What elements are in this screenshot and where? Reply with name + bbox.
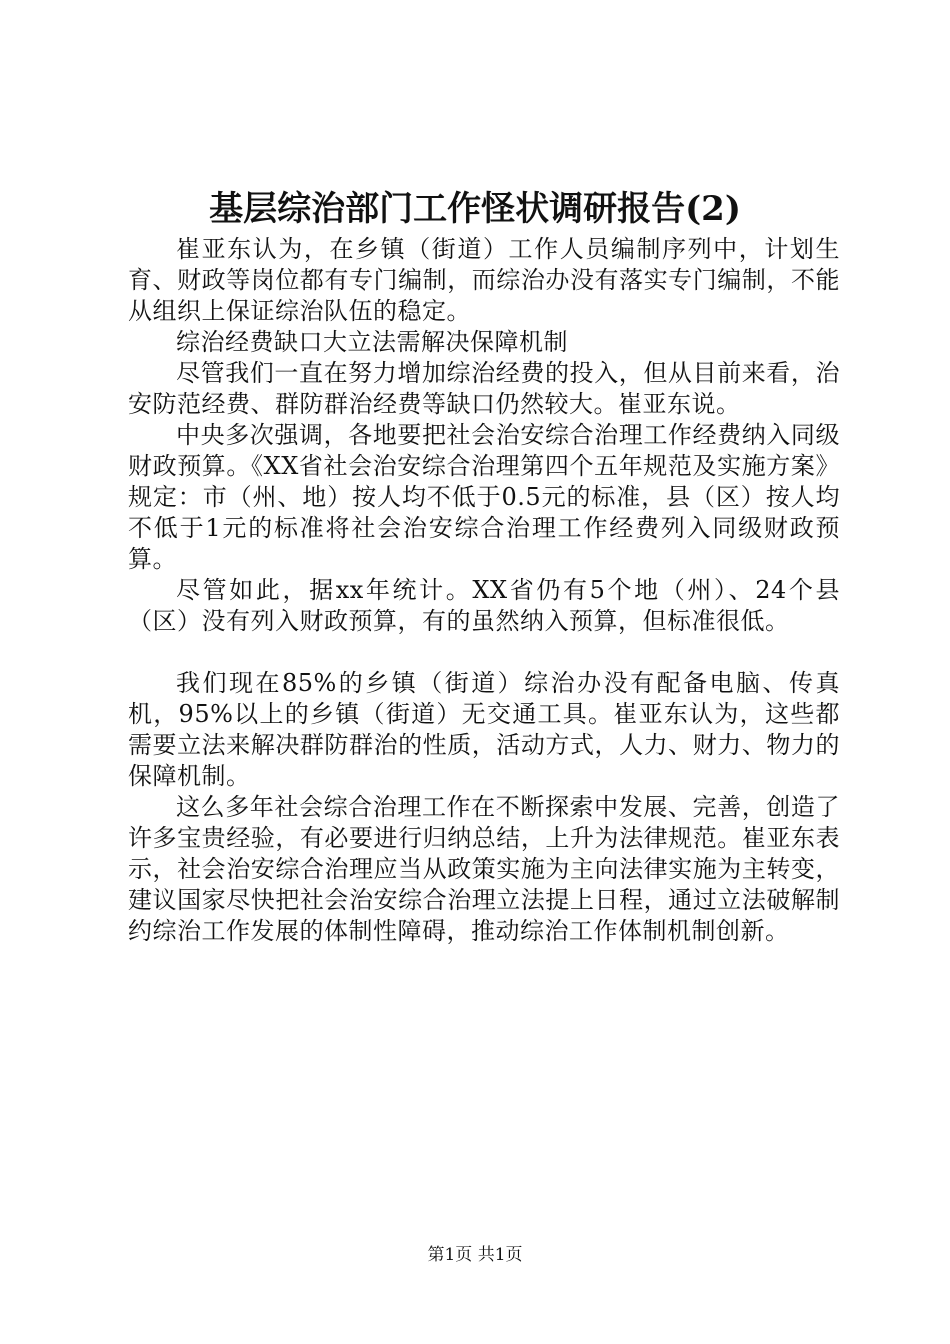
paragraph-central-budget: 中央多次强调，各地要把社会治安综合治理工作经费纳入同级财政预算。《XX省社会治安综合治理第四个五年规范及实施方案》规定：市（州、地）按人均不低于0.5元的标准，县（区）按人均不低于1元的标准将社会治安综合治理工作经费列入同级财政预算。 <box>128 421 840 573</box>
paragraph-legislation: 这么多年社会综合治理工作在不断探索中发展、完善，创造了许多宝贵经验，有必要进行归纳总结，上升为法律规范。崔亚东表示，社会治安综合治理应当从政策实施为主向法律实施为主转变，建议国家尽快把社会治安综合治理立法提上日程，通过立法破解制约综治工作发展的体制性障碍，推动综治工作体制机制创新。 <box>128 793 840 945</box>
document-body <box>128 234 840 947</box>
paragraph-staffing: 崔亚东认为，在乡镇（街道）工作人员编制序列中，计划生育、财政等岗位都有专门编制，而综治办没有落实专门编制，不能从组织上保证综治队伍的稳定。 <box>128 235 840 325</box>
paragraph-equipment: 我们现在85%的乡镇（街道）综治办没有配备电脑、传真机，95%以上的乡镇（街道）无交通工具。崔亚东认为，这些都需要立法来解决群防群治的性质，活动方式，人力、财力、物力的保障机制。 <box>128 669 840 790</box>
section-heading-funding: 综治经费缺口大立法需解决保障机制 <box>176 328 568 356</box>
document-title: 基层综治部门工作怪状调研报告(2) <box>209 189 741 229</box>
page-footer: 第1页 共1页 <box>427 1245 523 1265</box>
paragraph-funding-gap: 尽管我们一直在努力增加综治经费的投入，但从目前来看，治安防范经费、群防群治经费等缺口仍然较大。崔亚东说。 <box>128 359 840 418</box>
paragraph-statistics: 尽管如此，据xx年统计。XX省仍有5个地（州）、24个县（区）没有列入财政预算，有的虽然纳入预算，但标准很低。 <box>128 576 840 635</box>
